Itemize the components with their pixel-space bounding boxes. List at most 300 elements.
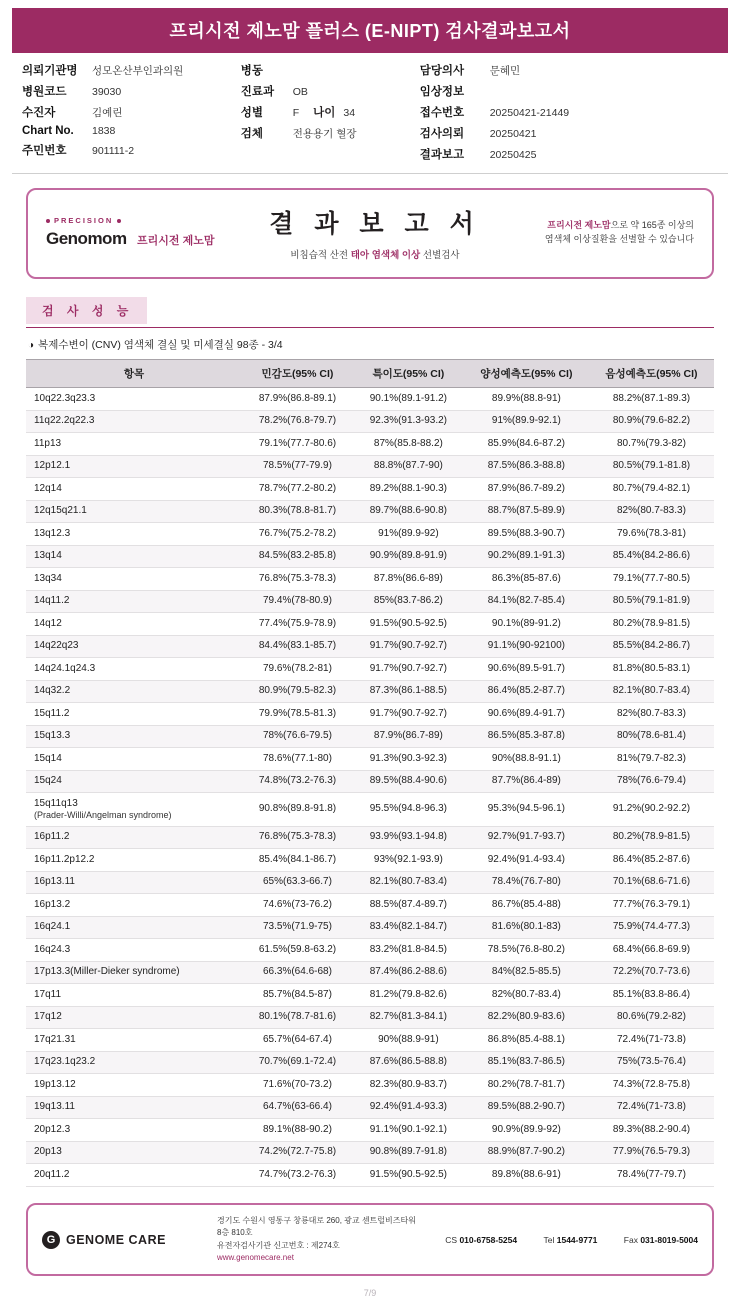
table-row bbox=[26, 590, 714, 613]
cell-specificity: 91.1%(90.1-92.1) bbox=[353, 1119, 464, 1142]
table-row bbox=[26, 523, 714, 546]
address-line-2: 유전자검사기관 신고번호 : 제274호 bbox=[217, 1240, 340, 1250]
cell-item: 14q12 bbox=[26, 613, 242, 636]
info-value-age: 34 bbox=[343, 107, 356, 119]
cell-specificity: 95.5%(94.8-96.3) bbox=[353, 793, 464, 827]
info-label: 병원코드 bbox=[22, 86, 67, 98]
cell-item: 13q34 bbox=[26, 568, 242, 591]
col-header-npv: 음성예측도(95% CI) bbox=[589, 360, 714, 388]
brand-name: Genomom bbox=[46, 229, 127, 248]
address-line-1: 경기도 수원시 영통구 창룡대로 260, 광교 센트럴비즈타워 8층 810호 bbox=[217, 1215, 416, 1238]
bullet-dot-icon bbox=[117, 219, 121, 223]
table-row bbox=[26, 748, 714, 771]
page-title: 프리시전 제노맘 플러스 (E-NIPT) 검사결과보고서 bbox=[12, 8, 728, 53]
cell-specificity: 87.8%(86.6-89) bbox=[353, 568, 464, 591]
cell-sensitivity: 73.5%(71.9-75) bbox=[242, 916, 353, 939]
info-label: 담당의사 bbox=[419, 65, 465, 77]
section-tab-label: 검 사 성 능 bbox=[26, 297, 147, 324]
cell-item: 19q13.11 bbox=[26, 1096, 242, 1119]
cell-item-subtitle: (Prader-Willi/Angelman syndrome) bbox=[34, 810, 172, 820]
cell-specificity: 91.7%(90.7-92.7) bbox=[353, 703, 464, 726]
cell-item: 16q24.1 bbox=[26, 916, 242, 939]
website-link[interactable]: www.genomecare.net bbox=[217, 1252, 294, 1262]
cell-sensitivity: 90.8%(89.8-91.8) bbox=[242, 793, 353, 827]
cell-npv: 72.4%(71-73.8) bbox=[589, 1029, 714, 1052]
cell-ppv: 85.9%(84.6-87.2) bbox=[464, 433, 589, 456]
report-note-line-1-post: 으로 약 165종 이상의 bbox=[610, 220, 694, 230]
cell-specificity: 87%(85.8-88.2) bbox=[353, 433, 464, 456]
info-row-chart-no bbox=[22, 125, 241, 137]
cell-npv: 79.1%(77.7-80.5) bbox=[589, 568, 714, 591]
cell-item: 14q22q23 bbox=[26, 635, 242, 658]
cell-ppv: 87.7%(86.4-89) bbox=[464, 770, 589, 793]
cell-specificity: 83.4%(82.1-84.7) bbox=[353, 916, 464, 939]
cell-ppv: 82.2%(80.9-83.6) bbox=[464, 1006, 589, 1029]
table-row bbox=[26, 545, 714, 568]
cell-sensitivity: 80.3%(78.8-81.7) bbox=[242, 500, 353, 523]
cell-item: 15q11q13 (Prader-Willi/Angelman syndrome) bbox=[26, 793, 242, 827]
info-label: 수진자 bbox=[22, 107, 56, 119]
cell-sensitivity: 77.4%(75.9-78.9) bbox=[242, 613, 353, 636]
cell-npv: 80.9%(79.6-82.2) bbox=[589, 410, 714, 433]
table-row bbox=[26, 703, 714, 726]
cell-ppv: 89.5%(88.2-90.7) bbox=[464, 1096, 589, 1119]
fax-contact bbox=[612, 1235, 698, 1245]
info-value: 문혜민 bbox=[489, 65, 521, 77]
cell-specificity: 92.4%(91.4-93.3) bbox=[353, 1096, 464, 1119]
info-value: 20250425 bbox=[489, 149, 537, 161]
test-performance-section bbox=[26, 297, 714, 1187]
precision-text: PRECISION bbox=[54, 216, 114, 225]
report-subtitle bbox=[246, 247, 504, 261]
cell-npv: 89.3%(88.2-90.4) bbox=[589, 1119, 714, 1142]
cell-specificity: 88.8%(87.7-90) bbox=[353, 455, 464, 478]
info-label: 접수번호 bbox=[419, 107, 465, 119]
cell-specificity: 90.9%(89.8-91.9) bbox=[353, 545, 464, 568]
cell-ppv: 92.7%(91.7-93.7) bbox=[464, 826, 589, 849]
cell-sensitivity: 78.5%(77-79.9) bbox=[242, 455, 353, 478]
cell-npv: 80.6%(79.2-82) bbox=[589, 1006, 714, 1029]
patient-info-col-1 bbox=[22, 62, 241, 162]
cell-specificity: 90%(88.9-91) bbox=[353, 1029, 464, 1052]
cell-specificity: 90.8%(89.7-91.8) bbox=[353, 1141, 464, 1164]
cell-ppv: 89.8%(88.6-91) bbox=[464, 1164, 589, 1187]
cell-specificity: 82.1%(80.7-83.4) bbox=[353, 871, 464, 894]
cell-sensitivity: 85.7%(84.5-87) bbox=[242, 984, 353, 1007]
cell-item: 14q11.2 bbox=[26, 590, 242, 613]
cell-sensitivity: 76.8%(75.3-78.3) bbox=[242, 826, 353, 849]
cs-value: 010-6758-5254 bbox=[459, 1234, 518, 1245]
tel-contact bbox=[532, 1235, 598, 1245]
cell-item: 11q22.2q22.3 bbox=[26, 410, 242, 433]
cell-specificity: 92.3%(91.3-93.2) bbox=[353, 410, 464, 433]
table-row bbox=[26, 770, 714, 793]
cell-ppv: 86.3%(85-87.6) bbox=[464, 568, 589, 591]
info-row-patient-name bbox=[22, 104, 241, 120]
cell-sensitivity: 65.7%(64-67.4) bbox=[242, 1029, 353, 1052]
info-value: 39030 bbox=[92, 86, 122, 98]
table-head bbox=[26, 360, 714, 388]
info-label-sex: 성별 bbox=[240, 107, 263, 119]
cell-ppv: 80.2%(78.7-81.7) bbox=[464, 1074, 589, 1097]
info-row-ward bbox=[241, 62, 420, 78]
cell-npv: 80.7%(79.4-82.1) bbox=[589, 478, 714, 501]
section-header bbox=[26, 297, 714, 328]
cell-specificity: 91%(89.9-92) bbox=[353, 523, 464, 546]
genome-care-name: GENOME CARE bbox=[66, 1232, 166, 1247]
cell-item: 17q21.31 bbox=[26, 1029, 242, 1052]
cell-ppv: 81.6%(80.1-83) bbox=[464, 916, 589, 939]
footer bbox=[26, 1203, 714, 1277]
cell-sensitivity: 85.4%(84.1-86.7) bbox=[242, 849, 353, 872]
cell-specificity: 91.3%(90.3-92.3) bbox=[353, 748, 464, 771]
cell-npv: 91.2%(90.2-92.2) bbox=[589, 793, 714, 827]
table-row bbox=[26, 658, 714, 681]
cell-specificity: 90.1%(89.1-91.2) bbox=[353, 388, 464, 411]
cell-sensitivity: 87.9%(86.8-89.1) bbox=[242, 388, 353, 411]
cell-npv: 80.2%(78.9-81.5) bbox=[589, 826, 714, 849]
info-value: 1838 bbox=[92, 125, 116, 137]
cell-npv: 85.1%(83.8-86.4) bbox=[589, 984, 714, 1007]
cell-sensitivity: 79.6%(78.2-81) bbox=[242, 658, 353, 681]
info-row-accession-no bbox=[420, 104, 718, 120]
cell-ppv: 86.4%(85.2-87.7) bbox=[464, 680, 589, 703]
cell-ppv: 86.8%(85.4-88.1) bbox=[464, 1029, 589, 1052]
cell-ppv: 88.7%(87.5-89.9) bbox=[464, 500, 589, 523]
cell-sensitivity: 80.9%(79.5-82.3) bbox=[242, 680, 353, 703]
report-title: 결 과 보 고 서 bbox=[269, 210, 481, 238]
cell-ppv: 90.1%(89-91.2) bbox=[464, 613, 589, 636]
cell-item: 16p11.2p12.2 bbox=[26, 849, 242, 872]
cell-specificity: 87.9%(86.7-89) bbox=[353, 725, 464, 748]
cell-item: 15q14 bbox=[26, 748, 242, 771]
patient-info-box bbox=[12, 53, 728, 174]
report-note-emphasis: 프리시전 제노맘 bbox=[547, 220, 611, 230]
precision-label bbox=[46, 216, 246, 225]
info-label: 의뢰기관명 bbox=[22, 65, 78, 77]
cell-npv: 78.4%(77-79.7) bbox=[589, 1164, 714, 1187]
table-row bbox=[26, 793, 714, 827]
info-row-resident-no bbox=[22, 142, 241, 158]
info-row-specimen bbox=[241, 125, 420, 141]
col-header-specificity: 특이도(95% CI) bbox=[353, 360, 464, 388]
table-row bbox=[26, 680, 714, 703]
table-row bbox=[26, 849, 714, 872]
cell-item: 12q15q21.1 bbox=[26, 500, 242, 523]
info-label: 진료과 bbox=[240, 86, 275, 98]
info-label: 결과보고 bbox=[419, 149, 465, 161]
cell-sensitivity: 79.1%(77.7-80.6) bbox=[242, 433, 353, 456]
table-body bbox=[26, 388, 714, 1187]
info-value: 901111-2 bbox=[92, 145, 135, 157]
footer-contact bbox=[421, 1235, 698, 1245]
cell-npv: 82%(80.7-83.3) bbox=[589, 500, 714, 523]
info-value: 20250421-21449 bbox=[489, 107, 570, 119]
cell-sensitivity: 78.7%(77.2-80.2) bbox=[242, 478, 353, 501]
cell-sensitivity: 74.8%(73.2-76.3) bbox=[242, 770, 353, 793]
brand-block bbox=[46, 216, 246, 249]
table-row bbox=[26, 433, 714, 456]
table-row bbox=[26, 939, 714, 962]
table-row bbox=[26, 984, 714, 1007]
info-row-hospital-code bbox=[22, 83, 241, 99]
table-row bbox=[26, 871, 714, 894]
cell-specificity: 81.2%(79.8-82.6) bbox=[353, 984, 464, 1007]
info-label: Chart No. bbox=[22, 125, 74, 137]
table-row bbox=[26, 725, 714, 748]
cell-specificity: 87.4%(86.2-88.6) bbox=[353, 961, 464, 984]
cell-item: 20q11.2 bbox=[26, 1164, 242, 1187]
cell-item: 14q24.1q24.3 bbox=[26, 658, 242, 681]
cell-sensitivity: 66.3%(64.6-68) bbox=[242, 961, 353, 984]
cell-ppv: 89.9%(88.8-91) bbox=[464, 388, 589, 411]
cell-npv: 85.5%(84.2-86.7) bbox=[589, 635, 714, 658]
info-row-department bbox=[241, 83, 420, 99]
report-title-block bbox=[246, 204, 504, 261]
cell-item: 17q11 bbox=[26, 984, 242, 1007]
cell-sensitivity: 78%(76.6-79.5) bbox=[242, 725, 353, 748]
cell-sensitivity: 65%(63.3-66.7) bbox=[242, 871, 353, 894]
cell-item: 13q14 bbox=[26, 545, 242, 568]
cell-npv: 88.2%(87.1-89.3) bbox=[589, 388, 714, 411]
cell-ppv: 86.7%(85.4-88) bbox=[464, 894, 589, 917]
table-row bbox=[26, 916, 714, 939]
cell-item: 11p13 bbox=[26, 433, 242, 456]
report-page bbox=[0, 8, 740, 1308]
info-label: 임상정보 bbox=[419, 86, 465, 98]
cell-sensitivity: 80.1%(78.7-81.6) bbox=[242, 1006, 353, 1029]
cell-sensitivity: 78.2%(76.8-79.7) bbox=[242, 410, 353, 433]
info-row-sex-age bbox=[241, 104, 420, 120]
cell-npv: 80%(78.6-81.4) bbox=[589, 725, 714, 748]
cell-item: 15q24 bbox=[26, 770, 242, 793]
cell-npv: 78%(76.6-79.4) bbox=[589, 770, 714, 793]
table-row bbox=[26, 894, 714, 917]
table-row bbox=[26, 1051, 714, 1074]
cell-sensitivity: 64.7%(63-66.4) bbox=[242, 1096, 353, 1119]
report-subtitle-pre: 비침습적 산전 bbox=[290, 250, 351, 261]
cell-ppv: 78.4%(76.7-80) bbox=[464, 871, 589, 894]
table-row bbox=[26, 1119, 714, 1142]
cell-sensitivity: 76.8%(75.3-78.3) bbox=[242, 568, 353, 591]
cell-ppv: 91%(89.9-92.1) bbox=[464, 410, 589, 433]
cell-ppv: 82%(80.7-83.4) bbox=[464, 984, 589, 1007]
cell-npv: 75.9%(74.4-77.3) bbox=[589, 916, 714, 939]
col-header-item: 항목 bbox=[26, 360, 242, 388]
page-number: 7/9 bbox=[363, 1288, 377, 1299]
fax-label: Fax bbox=[623, 1234, 638, 1245]
cell-item: 20p12.3 bbox=[26, 1119, 242, 1142]
cell-specificity: 82.7%(81.3-84.1) bbox=[353, 1006, 464, 1029]
cell-npv: 80.7%(79.3-82) bbox=[589, 433, 714, 456]
cell-specificity: 87.3%(86.1-88.5) bbox=[353, 680, 464, 703]
table-row bbox=[26, 568, 714, 591]
cell-specificity: 85%(83.7-86.2) bbox=[353, 590, 464, 613]
cell-npv: 86.4%(85.2-87.6) bbox=[589, 849, 714, 872]
table-row bbox=[26, 613, 714, 636]
table-row bbox=[26, 1074, 714, 1097]
cell-npv: 79.6%(78.3-81) bbox=[589, 523, 714, 546]
cell-specificity: 89.2%(88.1-90.3) bbox=[353, 478, 464, 501]
cell-npv: 72.4%(71-73.8) bbox=[589, 1096, 714, 1119]
report-note-block bbox=[504, 219, 694, 246]
table-row bbox=[26, 388, 714, 411]
cell-specificity: 87.6%(86.5-88.8) bbox=[353, 1051, 464, 1074]
cell-sensitivity: 89.1%(88-90.2) bbox=[242, 1119, 353, 1142]
report-subtitle-post: 선별검사 bbox=[420, 250, 460, 261]
cell-npv: 82.1%(80.7-83.4) bbox=[589, 680, 714, 703]
cell-ppv: 91.1%(90-92100) bbox=[464, 635, 589, 658]
cell-specificity: 91.7%(90.7-92.7) bbox=[353, 635, 464, 658]
info-value: 전용용기 혈장 bbox=[292, 128, 357, 140]
cell-npv: 74.3%(72.8-75.8) bbox=[589, 1074, 714, 1097]
cell-ppv: 90%(88.8-91.1) bbox=[464, 748, 589, 771]
info-label-age: 나이 bbox=[313, 107, 336, 119]
cs-label: CS bbox=[445, 1234, 458, 1245]
cell-specificity: 91.5%(90.5-92.5) bbox=[353, 1164, 464, 1187]
patient-info-col-2 bbox=[241, 62, 420, 162]
cell-sensitivity: 79.9%(78.5-81.3) bbox=[242, 703, 353, 726]
tel-value: 1544-9771 bbox=[556, 1234, 598, 1245]
cell-npv: 81.8%(80.5-83.1) bbox=[589, 658, 714, 681]
genome-care-mark-icon: G bbox=[42, 1231, 60, 1249]
tel-label: Tel bbox=[543, 1234, 555, 1245]
cell-npv: 82%(80.7-83.3) bbox=[589, 703, 714, 726]
cell-item: 15q13.3 bbox=[26, 725, 242, 748]
cell-sensitivity: 61.5%(59.8-63.2) bbox=[242, 939, 353, 962]
patient-info-col-3 bbox=[420, 62, 718, 162]
cell-npv: 85.4%(84.2-86.6) bbox=[589, 545, 714, 568]
cell-item: 15q11.2 bbox=[26, 703, 242, 726]
table-row bbox=[26, 500, 714, 523]
cell-ppv: 84.1%(82.7-85.4) bbox=[464, 590, 589, 613]
genome-care-logo bbox=[42, 1231, 217, 1249]
cell-npv: 77.9%(76.5-79.3) bbox=[589, 1141, 714, 1164]
cell-item: 14q32.2 bbox=[26, 680, 242, 703]
cell-ppv: 87.5%(86.3-88.8) bbox=[464, 455, 589, 478]
cell-sensitivity: 79.4%(78-80.9) bbox=[242, 590, 353, 613]
cell-item: 16p13.2 bbox=[26, 894, 242, 917]
report-note-line-1 bbox=[504, 219, 694, 233]
cell-item: 17q12 bbox=[26, 1006, 242, 1029]
cell-item: 13q12.3 bbox=[26, 523, 242, 546]
info-value: 20250421 bbox=[489, 128, 537, 140]
cell-npv: 72.2%(70.7-73.6) bbox=[589, 961, 714, 984]
table-row bbox=[26, 410, 714, 433]
cell-sensitivity: 74.2%(72.7-75.8) bbox=[242, 1141, 353, 1164]
cell-specificity: 93.9%(93.1-94.8) bbox=[353, 826, 464, 849]
cell-specificity: 91.7%(90.7-92.7) bbox=[353, 658, 464, 681]
cell-item: 10q22.3q23.3 bbox=[26, 388, 242, 411]
cell-ppv: 90.6%(89.4-91.7) bbox=[464, 703, 589, 726]
info-row-report-date bbox=[420, 146, 718, 162]
info-label: 주민번호 bbox=[22, 145, 67, 157]
info-row-doctor bbox=[420, 62, 718, 78]
cell-sensitivity: 74.7%(73.2-76.3) bbox=[242, 1164, 353, 1187]
cell-ppv: 95.3%(94.5-96.1) bbox=[464, 793, 589, 827]
cell-npv: 75%(73.5-76.4) bbox=[589, 1051, 714, 1074]
cell-sensitivity: 78.6%(77.1-80) bbox=[242, 748, 353, 771]
cell-item: 17p13.3(Miller-Dieker syndrome) bbox=[26, 961, 242, 984]
report-banner bbox=[26, 188, 714, 279]
info-label: 검체 bbox=[240, 128, 263, 140]
cell-npv: 80.5%(79.1-81.9) bbox=[589, 590, 714, 613]
cell-ppv: 89.5%(88.3-90.7) bbox=[464, 523, 589, 546]
cell-item: 12p12.1 bbox=[26, 455, 242, 478]
table-row bbox=[26, 1164, 714, 1187]
brand-name-kr: 프리시전 제노맘 bbox=[137, 235, 215, 247]
cell-specificity: 82.3%(80.9-83.7) bbox=[353, 1074, 464, 1097]
cell-item: 20p13 bbox=[26, 1141, 242, 1164]
cell-npv: 81%(79.7-82.3) bbox=[589, 748, 714, 771]
table-row bbox=[26, 1141, 714, 1164]
cell-specificity: 83.2%(81.8-84.5) bbox=[353, 939, 464, 962]
info-label: 검사의뢰 bbox=[419, 128, 465, 140]
cell-ppv: 92.4%(91.4-93.4) bbox=[464, 849, 589, 872]
cell-sensitivity: 84.4%(83.1-85.7) bbox=[242, 635, 353, 658]
info-value-sex: F bbox=[292, 107, 300, 119]
report-subtitle-emphasis: 태아 염색체 이상 bbox=[350, 250, 421, 261]
cell-specificity: 89.7%(88.6-90.8) bbox=[353, 500, 464, 523]
cell-item: 19p13.12 bbox=[26, 1074, 242, 1097]
table-row bbox=[26, 1006, 714, 1029]
section-note-text: 복제수변이 (CNV) 염색체 결실 및 미세결실 98종 - 3/4 bbox=[38, 339, 283, 351]
cell-ppv: 85.1%(83.7-86.5) bbox=[464, 1051, 589, 1074]
cell-ppv: 78.5%(76.8-80.2) bbox=[464, 939, 589, 962]
info-row-institution bbox=[22, 62, 241, 78]
info-row-clinical-info bbox=[420, 83, 718, 99]
cell-ppv: 90.6%(89.5-91.7) bbox=[464, 658, 589, 681]
bullet-dot-icon bbox=[46, 219, 50, 223]
cell-specificity: 89.5%(88.4-90.6) bbox=[353, 770, 464, 793]
cell-npv: 70.1%(68.6-71.6) bbox=[589, 871, 714, 894]
table-row bbox=[26, 826, 714, 849]
cs-contact bbox=[433, 1235, 517, 1245]
info-value: 성모온산부인과의원 bbox=[92, 65, 184, 77]
cell-ppv: 88.9%(87.7-90.2) bbox=[464, 1141, 589, 1164]
cell-ppv: 87.9%(86.7-89.2) bbox=[464, 478, 589, 501]
cell-item: 16q24.3 bbox=[26, 939, 242, 962]
info-label: 병동 bbox=[240, 65, 263, 77]
cell-sensitivity: 74.6%(73-76.2) bbox=[242, 894, 353, 917]
cell-ppv: 90.9%(89.9-92) bbox=[464, 1119, 589, 1142]
col-header-sensitivity: 민감도(95% CI) bbox=[242, 360, 353, 388]
report-note-line-2: 염색체 이상질환을 선별할 수 있습니다 bbox=[544, 233, 694, 244]
cell-item: 12q14 bbox=[26, 478, 242, 501]
cell-npv: 80.5%(79.1-81.8) bbox=[589, 455, 714, 478]
table-header-row bbox=[26, 360, 714, 388]
cell-npv: 68.4%(66.8-69.9) bbox=[589, 939, 714, 962]
cell-sensitivity: 84.5%(83.2-85.8) bbox=[242, 545, 353, 568]
cell-specificity: 88.5%(87.4-89.7) bbox=[353, 894, 464, 917]
cell-sensitivity: 70.7%(69.1-72.4) bbox=[242, 1051, 353, 1074]
table-row bbox=[26, 1096, 714, 1119]
fax-value: 031-8019-5004 bbox=[640, 1234, 698, 1245]
table-row bbox=[26, 1029, 714, 1052]
cell-item: 16p13.11 bbox=[26, 871, 242, 894]
cell-ppv: 84%(82.5-85.5) bbox=[464, 961, 589, 984]
info-value: OB bbox=[292, 86, 308, 98]
table-row bbox=[26, 455, 714, 478]
col-header-ppv: 양성예측도(95% CI) bbox=[464, 360, 589, 388]
info-row-request-date bbox=[420, 125, 718, 141]
footer-address bbox=[217, 1215, 421, 1265]
cell-specificity: 91.5%(90.5-92.5) bbox=[353, 613, 464, 636]
cell-npv: 80.2%(78.9-81.5) bbox=[589, 613, 714, 636]
cell-item: 16p11.2 bbox=[26, 826, 242, 849]
table-row bbox=[26, 635, 714, 658]
table-row bbox=[26, 478, 714, 501]
